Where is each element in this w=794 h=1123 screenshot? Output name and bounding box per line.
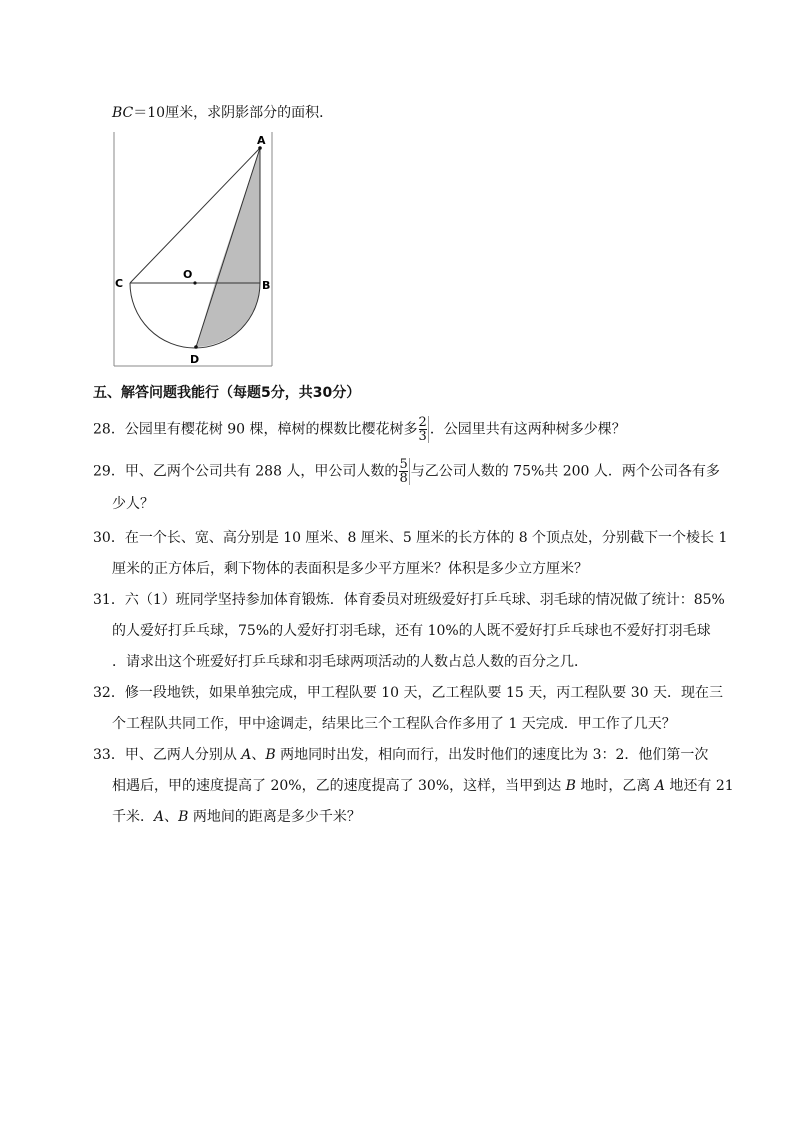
q33-line-2 (112, 776, 734, 796)
q31-line-2: 的人爱好打乒乓球，75%的人爱好打羽毛球，还有 10%的人既不爱好打乒乓球也不爱好打羽毛球 (112, 623, 711, 639)
q33-point-b-3: B (178, 809, 189, 825)
question-33 (93, 745, 708, 765)
q33-text-5: 地时，乙离 (575, 778, 655, 794)
point-d (194, 345, 198, 349)
q28-fraction (419, 416, 429, 443)
q28-numerator: 2 (418, 415, 427, 430)
q33-text-1: 33．甲、乙两人分别从 (93, 747, 242, 763)
q30-continuation: 厘米的正方体后，剩下物体的表面积是多少平方厘米？体积是多少立方厘米？ (112, 561, 588, 577)
q33-text-3: 两地同时出发，相向而行，出发时他们的速度比为 3：2．他们第一次 (275, 747, 709, 763)
section-title: 五、解答问题我能行（每题5分，共30分） (93, 385, 361, 401)
q33-text-2: 、 (251, 747, 266, 763)
q33-point-a-3: A (154, 809, 165, 825)
q29-continuation: 少人？ (112, 496, 154, 512)
q29-numerator: 5 (399, 457, 408, 472)
label-b: B (262, 279, 271, 292)
intro-text: ＝10厘米，求阴影部分的面积． (133, 105, 334, 121)
question-31: 31．六（1）班同学坚持参加体育锻炼．体育委员对班级爱好打乒乓球、羽毛球的情况做了统计：85% (93, 592, 725, 608)
question-28 (93, 416, 626, 443)
q33-text-8: 、 (164, 809, 179, 825)
segment-bc: BC (112, 105, 134, 121)
problem-intro (112, 103, 333, 123)
q33-text-7: 千米． (112, 809, 154, 825)
q29-text-a: 29．甲、乙两个公司共有 288 人，甲公司人数的 (93, 463, 399, 480)
q33-text-4: 相遇后，甲的速度提高了 20%，乙的速度提高了 30%，这样，当甲到达 (112, 778, 566, 794)
geometry-figure (112, 130, 282, 372)
q33-line-3 (112, 807, 361, 827)
q32-continuation: 个工程队共同工作，甲中途调走，结果比三个工程队合作多用了 1 天完成．甲工作了几天？ (112, 716, 676, 732)
label-o: O (183, 268, 193, 281)
q28-text-b: ．公园里共有这两种树多少棵？ (429, 421, 626, 438)
q33-point-b: B (265, 747, 276, 763)
question-29 (93, 458, 720, 485)
label-a: A (257, 134, 266, 147)
q33-text-6: 地还有 21 (664, 778, 734, 794)
q31-line-3: ．请求出这个班爱好打乒乓球和羽毛球两项活动的人数占总人数的百分之几． (112, 654, 588, 670)
q29-fraction (399, 458, 409, 485)
q28-denominator: 3 (418, 429, 427, 444)
shaded-segment (196, 283, 260, 347)
label-d: D (190, 353, 200, 366)
label-c: C (115, 277, 124, 290)
q28-text-a: 28．公园里有樱花树 90 棵，樟树的棵数比樱花树多 (93, 421, 418, 438)
point-o (193, 281, 196, 284)
question-30: 30．在一个长、宽、高分别是 10 厘米、8 厘米、5 厘米的长方体的 8 个顶点处，分别截下一个棱长 1 (93, 530, 728, 546)
q33-point-a: A (241, 747, 252, 763)
geometry-diagram (112, 130, 282, 372)
q33-point-a-2: A (654, 778, 665, 794)
q33-text-9: 两地间的距离是多少千米？ (188, 809, 361, 825)
q29-text-b: 与乙公司人数的 75%共 200 人．两个公司各有多 (410, 463, 720, 480)
q33-point-b-2: B (565, 778, 576, 794)
question-32: 32．修一段地铁，如果单独完成，甲工程队要 10 天，乙工程队要 15 天，丙工程队要 30 天．现在三 (93, 685, 723, 701)
q29-denominator: 8 (399, 471, 408, 486)
